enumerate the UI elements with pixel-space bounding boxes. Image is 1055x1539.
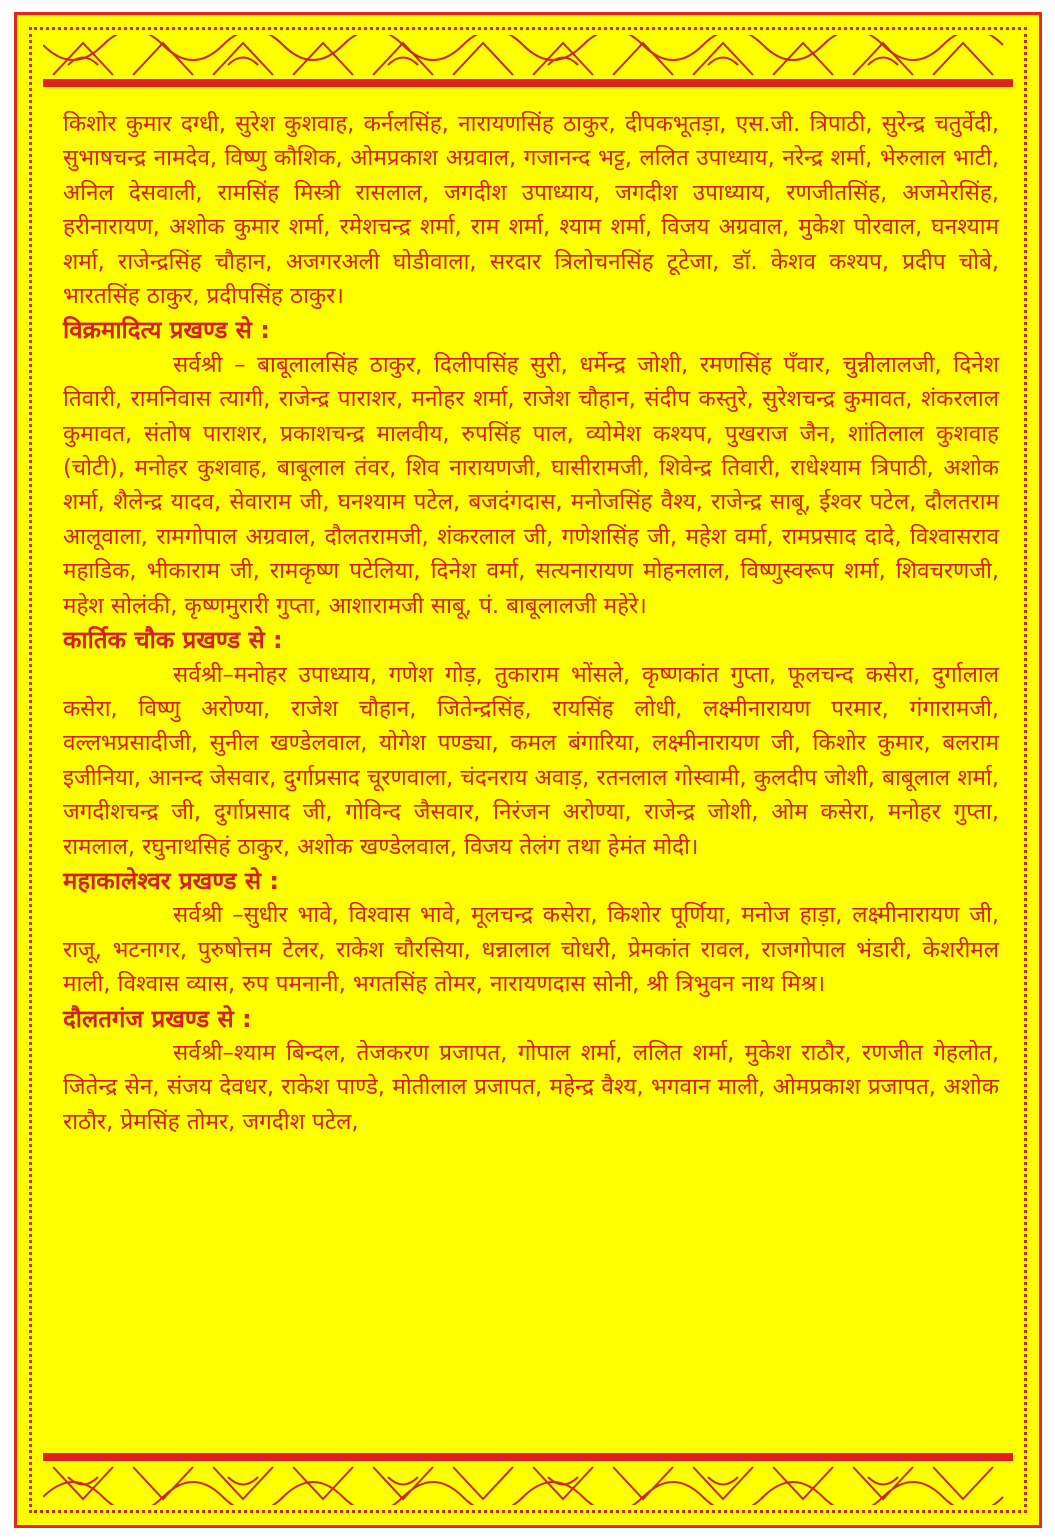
top-leaf-border [43,35,1013,87]
section-heading-daulatganj: दौलतगंज प्रखण्ड से : [63,1004,252,1033]
intro-paragraph: किशोर कुमार दग्धी, सुरेश कुशवाह, कर्नलसिंह, नारायणसिंह ठाकुर, दीपकभूतड़ा, एस.जी. त्रिपाठी, सुरेन्द्र चतुर्वेदी, सुभाषचन्द्र नामदेव, विष्णु कौशिक, ओमप्रकाश अग्रवाल, गजानन्द भट्ट, ललित उपाध्याय, नरेन्द्र शर्मा, भेरुलाल भाटी, अनिल देसवाली, रामसिंह मिस्त्री रासलाल, जगदीश उपाध्याय, जगदीश उपाध्याय, रणजीतसिंह, अजमेरसिंह, हरीनारायण, अशोक कुमार शर्मा, रमेशचन्द्र शर्मा, राम शर्मा, श्याम शर्मा, विजय अग्रवाल, मुकेश पोरवाल, घनश्याम शर्मा, राजेन्द्रसिंह चौहान, अजगरअली घोडीवाला, सरदार त्रिलोचनसिंह टूटेजा, डॉ. केशव कश्यप, प्रदीप चोबे, भारतसिंह ठाकुर, प्रदीपसिंह ठाकुर। [63,111,999,310]
leaf-pattern-top [43,35,1013,87]
section-body-vikramaditya: सर्वश्री – बाबूलालसिंह ठाकुर, दिलीपसिंह सुरी, धर्मेन्द्र जोशी, रमणसिंह पँवार, चुन्नीलालजी, दिनेश तिवारी, रामनिवास त्यागी, राजेन्द्र पाराशर, मनोहर शर्मा, राजेश चौहान, संदीप कस्तुरे, सुरेशचन्द्र कुमावत, शंकरलाल कुमावत, संतोष पाराशर, प्रकाशचन्द्र मालवीय, रुपसिंह पाल, व्योमेश कश्यप, पुखराज जैन, शांतिलाल कुशवाह (चोटी), मनोहर कुशवाह, बाबूलाल तंवर, शिव नारायणजी, घासीरामजी, शिवेन्द्र तिवारी, राधेश्याम त्रिपाठी, अशोक शर्मा, शैलेन्द्र यादव, सेवाराम जी, घनश्याम पटेल, बजदंगदास, मनोजसिंह वैश्य, राजेन्द्र साबू, ईश्वर पटेल, दौलतराम आलूवाला, रामगोपाल अग्रवाल, दौलतरामजी, शंकरलाल जी, गणेशसिंह जी, महेश वर्मा, रामप्रसाद दादे, विश्वासराव महाडिक, भीकाराम जी, रामकृष्ण पटेलिया, दिनेश वर्मा, सत्यनारायण मोहनलाल, विष्णुस्वरूप शर्मा, शिवचरणजी, महेश सोलंकी, कृष्णमुरारी गुप्ता, आशारामजी साबू, पं. बाबूलालजी महेरे। [63,351,999,619]
section-body-daulatganj: सर्वश्री–श्याम बिन्दल, तेजकरण प्रजापत, गोपाल शर्मा, ललित शर्मा, मुकेश राठौर, रणजीत गेहलोत, जितेन्द्र सेन, संजय देवधर, राकेश पाण्डे, मोतीलाल प्रजापत, महेन्द्र वैश्य, भगवान माली, ओमप्रकाश प्रजापत, अशोक राठौर, प्रेमसिंह तोमर, जगदीश पटेल, [63,1039,999,1135]
bottom-leaf-border [43,1453,1013,1505]
section-heading-mahakaleshwar: महाकालेश्वर प्रखण्ड से : [63,866,280,895]
document-page [14,12,1042,1528]
section-heading-kartik-chowk: कार्तिक चौक प्रखण्ड से : [63,626,283,655]
section-body-kartik-chowk: सर्वश्री–मनोहर उपाध्याय, गणेश गोड़, तुकाराम भोंसले, कृष्णकांत गुप्ता, फूलचन्द कसेरा, दुर्गालाल कसेरा, विष्णु अरोण्या, राजेश चौहान, जितेन्द्रसिंह, रायसिंह लोधी, लक्ष्मीनारायण परमार, गंगारामजी, वल्लभप्रसादीजी, सुनील खण्डेलवाल, योगेश पण्ड्या, कमल बंगारिया, लक्ष्मीनारायण जी, किशोर कुमार, बलराम इजीनिया, आनन्द जेसवार, दुर्गाप्रसाद चूरणवाला, चंदनराय अवाड़, रतनलाल गोस्वामी, कुलदीप जोशी, बाबूलाल शर्मा, जगदीशचन्द्र जी, दुर्गाप्रसाद जी, गोविन्द जैसवार, निरंजन अरोण्या, राजेन्द्र जोशी, ओम कसेरा, मनोहर गुप्ता, रामलाल, रघुनाथसिहं ठाकुर, अशोक खण्डेलवाल, विजय तेलंग तथा हेमंत मोदी। [63,661,999,860]
section-body-mahakaleshwar: सर्वश्री –सुधीर भावे, विश्वास भावे, मूलचन्द्र कसेरा, किशोर पूर्णिया, मनोज हाड़ा, लक्ष्मीनारायण जी, राजू, भटनागर, पुरुषोत्तम टेलर, राकेश चौरसिया, धन्नालाल चोधरी, प्रेमकांत रावल, राजगोपाल भंडारी, केशरीमल माली, विश्वास व्यास, रुप पमनानी, भगतसिंह तोमर, नारायणदास सोनी, श्री त्रिभुवन नाथ मिश्र। [63,902,999,998]
section-heading-vikramaditya: विक्रमादित्य प्रखण्ड से : [63,316,270,345]
leaf-pattern-bottom [43,1453,1013,1505]
content-area [63,107,999,1139]
